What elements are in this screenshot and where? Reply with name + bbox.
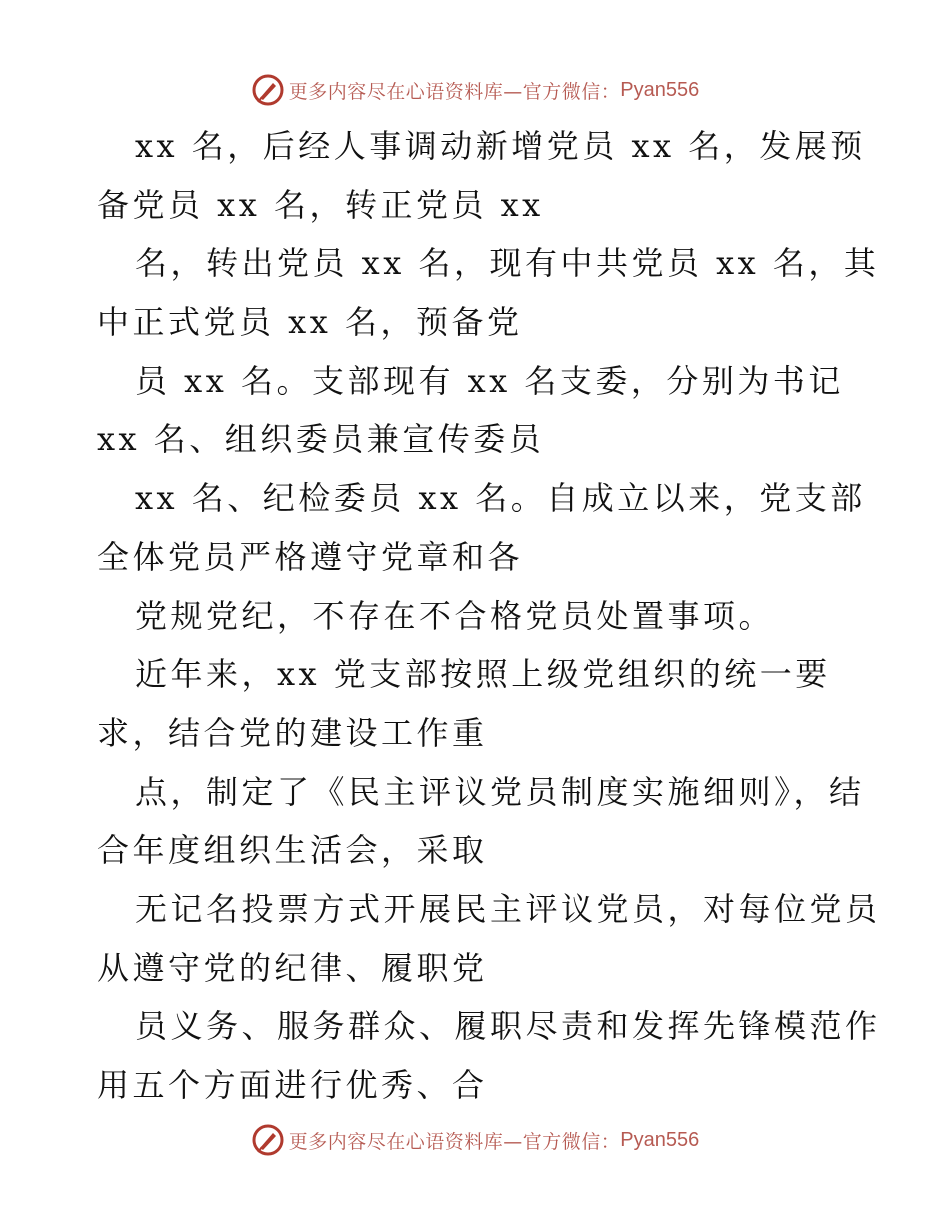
body-line: 点，制定了《民主评议党员制度实施细则》，结: [135, 772, 865, 811]
header-text: 更多内容尽在心语资料库—官方微信：: [288, 80, 621, 103]
body-line: 员义务、服务群众、履职尽责和发挥先锋模范作: [135, 1007, 881, 1046]
body-line: 近年来，xx 党支部按照上级党组织的统一要: [135, 655, 831, 694]
body-line: 全体党员严格遵守党章和各: [97, 537, 524, 576]
body-line: xx 名，后经人事调动新增党员 xx 名，发展预: [135, 127, 866, 165]
body-line: 合年度组织生活会，采取: [97, 831, 488, 870]
footer-wechat-id: Pyan556: [620, 1128, 700, 1151]
body-line: 中正式党员 xx 名，预备党: [97, 303, 523, 342]
footer-text: 更多内容尽在心语资料库—官方微信：: [288, 1130, 621, 1153]
body-line: 备党员 xx 名，转正党员 xx: [97, 185, 544, 224]
header-banner: [0, 70, 950, 110]
footer-banner: [0, 1120, 950, 1160]
body-line: 求，结合党的建设工作重: [97, 713, 488, 752]
body-line: 党规党纪，不存在不合格党员处置事项。: [135, 596, 775, 635]
quill-logo-icon: [251, 1123, 285, 1157]
body-line: xx 名、组织委员兼宣传委员: [97, 420, 545, 459]
body-line: xx 名、纪检委员 xx 名。自成立以来，党支部: [135, 479, 866, 518]
body-line: 用五个方面进行优秀、合: [97, 1066, 488, 1104]
body-line: 无记名投票方式开展民主评议党员，对每位党员: [135, 889, 881, 928]
body-line: 从遵守党的纪律、履职党: [97, 948, 488, 987]
quill-logo-icon: [251, 73, 285, 107]
document-body: [97, 117, 881, 1115]
body-line: 名，转出党员 xx 名，现有中共党员 xx 名，其: [135, 244, 880, 283]
body-line: 员 xx 名。支部现有 xx 名支委，分别为书记: [135, 361, 844, 400]
header-wechat-id: Pyan556: [620, 78, 700, 101]
